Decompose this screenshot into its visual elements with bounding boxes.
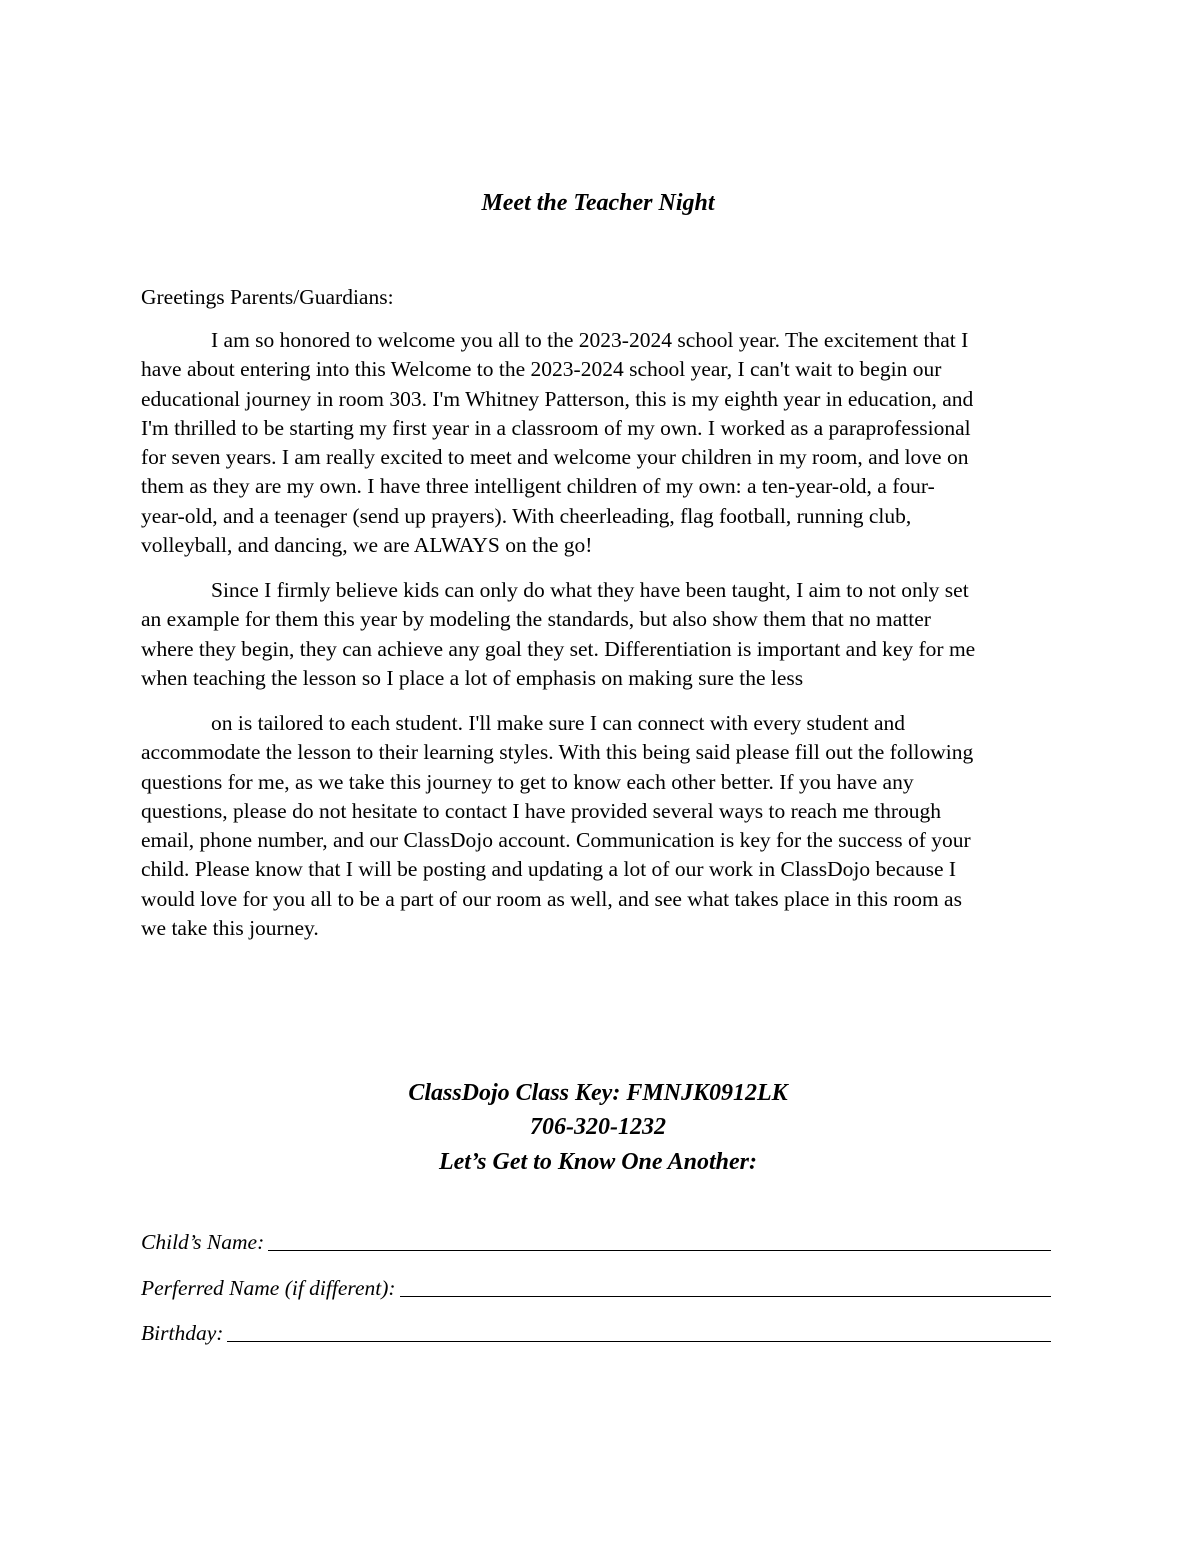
paragraph-line: volleyball, and dancing, we are ALWAYS on the go! — [141, 533, 593, 558]
page-title: Meet the Teacher Night — [481, 190, 715, 216]
child-name-label: Child’s Name: — [141, 1230, 265, 1254]
paragraph-line: I'm thrilled to be starting my first year in a classroom of my own. I worked as a paraprofessional — [141, 415, 971, 440]
preferred-name-field[interactable] — [141, 1274, 1051, 1302]
paragraph-line: an example for them this year by modeling the standards, but also show them that no matter — [141, 607, 931, 632]
paragraph-welcome — [141, 326, 1055, 560]
paragraph-line: questions for me, as we take this journey to get to know each other better. If you have any — [141, 769, 914, 794]
paragraph-line: email, phone number, and our ClassDojo account. Communication is key for the success of your — [141, 828, 971, 853]
greeting: Greetings Parents/Guardians: — [141, 285, 394, 309]
birthday-blank[interactable] — [227, 1340, 1051, 1342]
paragraph-line: we take this journey. — [141, 916, 319, 941]
preferred-name-label: Perferred Name (if different): — [141, 1276, 396, 1300]
phone-number: 706-320-1232 — [530, 1114, 666, 1140]
paragraph-teaching — [141, 576, 1055, 693]
paragraph-contact-info — [141, 709, 1055, 943]
paragraph-line: on is tailored to each student. I'll make sure I can connect with every student and — [211, 711, 906, 735]
paragraph-line: questions, please do not hesitate to contact I have provided several ways to reach me through — [141, 798, 942, 823]
birthday-field[interactable] — [141, 1319, 1051, 1347]
child-name-field[interactable] — [141, 1228, 1051, 1256]
child-name-blank[interactable] — [268, 1249, 1051, 1251]
paragraph-line: when teaching the lesson so I place a lot of emphasis on making sure the less — [141, 665, 804, 690]
birthday-label: Birthday: — [141, 1321, 224, 1345]
form-heading: Let’s Get to Know One Another: — [438, 1149, 757, 1175]
preferred-name-blank[interactable] — [400, 1295, 1051, 1297]
class-key: ClassDojo Class Key: FMNJK0912LK — [408, 1080, 788, 1106]
paragraph-line: would love for you all to be a part of our room as well, and see what takes place in this room as — [141, 886, 962, 911]
letter-page — [141, 0, 1055, 1553]
paragraph-line: I am so honored to welcome you all to the 2023-2024 school year. The excitement that I — [211, 328, 969, 352]
paragraph-line: have about entering into this Welcome to the 2023-2024 school year, I can't wait to begin our — [141, 357, 942, 382]
paragraph-line: Since I firmly believe kids can only do what they have been taught, I aim to not only set — [211, 578, 969, 602]
paragraph-line: year-old, and a teenager (send up prayers). With cheerleading, flag football, running club, — [141, 503, 912, 528]
paragraph-line: them as they are my own. I have three intelligent children of my own: a ten-year-old, a four- — [141, 474, 935, 499]
paragraph-line: educational journey in room 303. I'm Whitney Patterson, this is my eighth year in education, and — [141, 386, 974, 411]
paragraph-line: child. Please know that I will be posting and updating a lot of our work in ClassDojo because I — [141, 857, 957, 882]
paragraph-line: for seven years. I am really excited to meet and welcome your children in my room, and love on — [141, 445, 969, 470]
paragraph-line: accommodate the lesson to their learning styles. With this being said please fill out the following — [141, 740, 974, 765]
paragraph-line: where they begin, they can achieve any goal they set. Differentiation is important and key for me — [141, 636, 976, 661]
